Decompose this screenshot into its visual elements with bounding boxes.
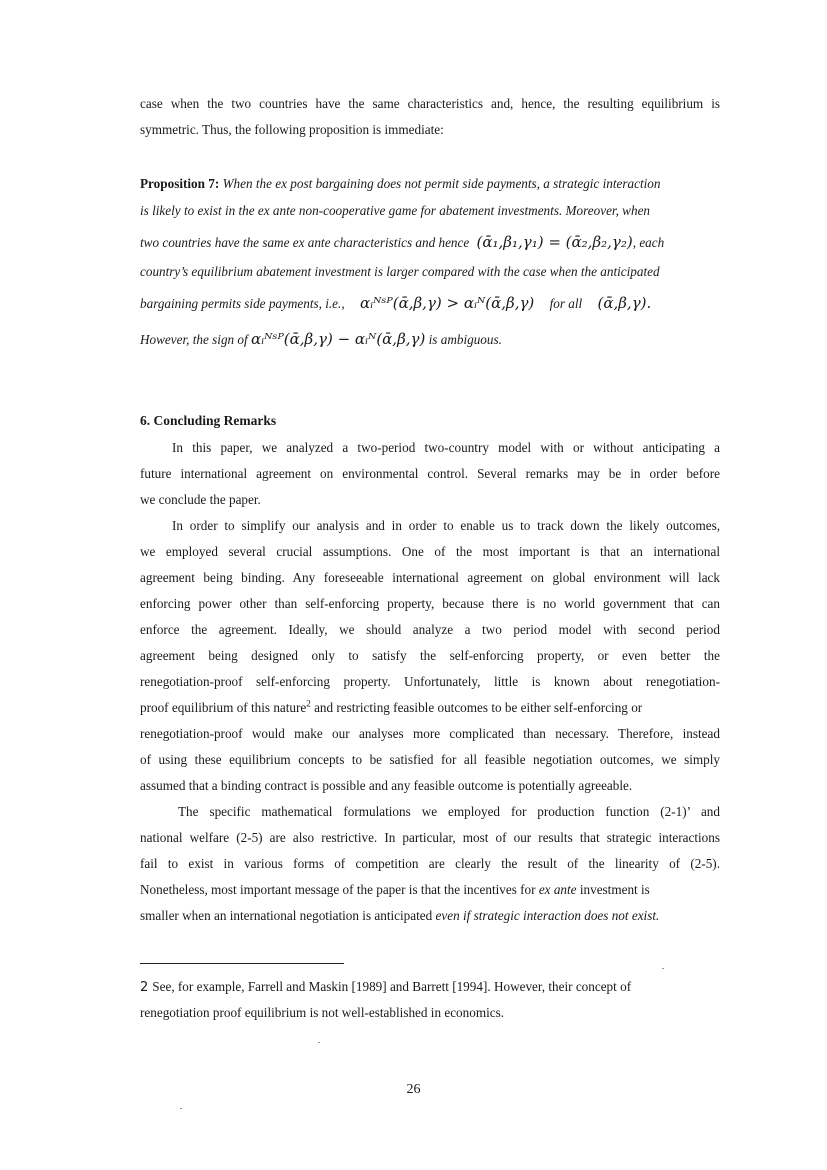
p2-line-5: enforce the agreement. Ideally, we should analyze a two period model with second period [140,622,720,637]
proposition-label: Proposition 7: [140,176,220,191]
proposition-line-4: country’s equilibrium abatement investment is larger compared with the case when the anticipated [140,264,660,279]
p1-line-3: we conclude the paper. [140,492,261,507]
p3-line-1: The specific mathematical formulations we employed for production function (2-1)’ and [178,804,720,819]
footnote-ref: 2 [306,698,311,709]
section-heading: 6. Concluding Remarks [140,413,277,428]
proposition-line-1 [140,175,720,193]
scan-speck [180,1108,182,1109]
p2-line-8-a: proof equilibrium of this nature [140,700,307,715]
equation-difference: αᵢᴺˢᴾ(ᾱ,β,γ) − αᵢᴺ(ᾱ,β,γ) [250,330,426,348]
footnote-marker: 2 [140,980,149,995]
p2-line-1: In order to simplify our analysis and in order to enable us to track down the likely outcomes, [172,518,720,533]
p2-line-9: renegotiation-proof would make our analyses more complicated than necessary. Therefore, instead [140,726,720,741]
proposition-text-3-end: , each [632,235,665,250]
p2-line-10: of using these equilibrium concepts to be satisfied for all feasible negotiation outcomes, we simply [140,752,720,767]
footnote-divider [140,963,344,964]
p2-line-8 [140,699,720,717]
p3-line-5-a: smaller when an international negotiation is anticipated [140,908,433,923]
p3-line-4-italic: ex ante [538,882,577,897]
p2-line-2: we employed several crucial assumptions. One of the most important is that an international [140,544,720,559]
p2-line-8-b: and restricting feasible outcomes to be either self-enforcing or [314,700,643,715]
p3-line-4 [140,881,720,899]
proposition-line-2: is likely to exist in the ex ante non-cooperative game for abatement investments. Moreover, when [140,203,651,218]
equation-params: (ᾱ,β,γ). [597,294,652,312]
p3-line-3: fail to exist in various forms of competition are clearly the result of the linearity of (2-5). [140,856,720,871]
proposition-line-6 [140,330,720,349]
intro-line-1: case when the two countries have the same characteristics and, hence, the resulting equilibrium is [140,96,720,111]
proposition-line-3 [140,233,720,252]
proposition-text-6: However, the sign of [140,332,248,347]
proposition-text-3: two countries have the same ex ante characteristics and hence [140,235,470,250]
page-number: 26 [406,1082,421,1097]
footnote-line-1 [140,978,720,997]
p2-line-6: agreement being designed only to satisfy the self-enforcing property, or even better the [140,648,720,663]
footnote-text-1: See, for example, Farrell and Maskin [1989] and Barrett [1994]. However, their concept of [152,979,632,994]
proposition-text-5-mid: for all [549,296,583,311]
scan-speck [318,1042,320,1043]
p3-line-2: national welfare (2-5) are also restrictive. In particular, most of our results that strategic interactions [140,830,720,845]
proposition-text-1: When the ex post bargaining does not permit side payments, a strategic interaction [222,176,661,191]
p1-line-2: future international agreement on environmental control. Several remarks may be in order before [140,466,720,481]
equation-inequality: αᵢᴺˢᴾ(ᾱ,β,γ) > αᵢᴺ(ᾱ,β,γ) [359,294,535,312]
p3-line-4-a: Nonetheless, most important message of the paper is that the incentives for [140,882,536,897]
p2-line-3: agreement being binding. Any foreseeable international agreement on global environment will lack [140,570,720,585]
proposition-line-5 [140,294,720,313]
proposition-text-5: bargaining permits side payments, i.e., [140,296,345,311]
p2-line-4: enforcing power other than self-enforcing property, because there is no world government that can [140,596,720,611]
p3-line-4-b: investment is [579,882,650,897]
p2-line-11: assumed that a binding contract is possible and any feasible outcome is potentially agreeable. [140,778,633,793]
scan-speck [662,968,664,969]
p2-line-7: renegotiation-proof self-enforcing property. Unfortunately, little is known about renegotiation- [140,674,720,689]
p3-line-5-italic: even if strategic interaction does not exist. [435,908,660,923]
p1-line-1: In this paper, we analyzed a two-period two-country model with or without anticipating a [172,440,720,455]
equation-symmetric-params: (ᾱ₁,β₁,γ₁) = (ᾱ₂,β₂,γ₂) [476,233,633,251]
footnote-line-2: renegotiation proof equilibrium is not well-established in economics. [140,1005,505,1020]
intro-line-2: symmetric. Thus, the following proposition is immediate: [140,122,444,137]
proposition-text-6-end: is ambiguous. [428,332,502,347]
p3-line-5 [140,907,720,925]
